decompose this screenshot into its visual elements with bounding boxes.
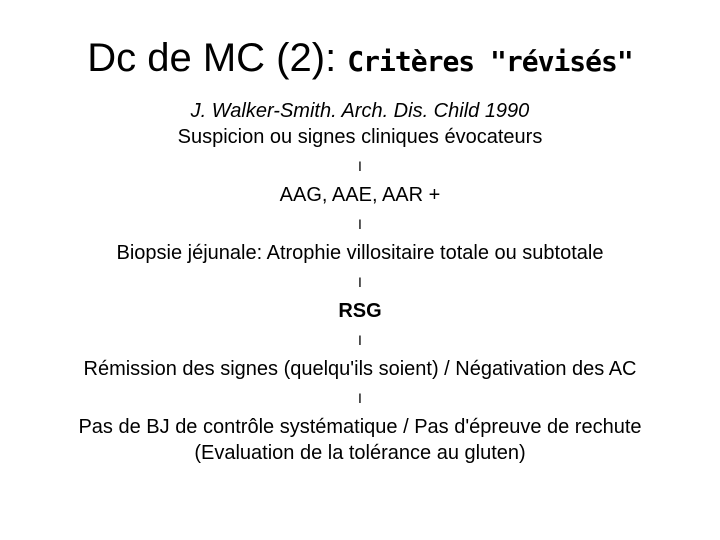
criteria-flow bbox=[40, 98, 680, 466]
title-main: Dc de MC (2): bbox=[87, 36, 348, 80]
reference-citation: J. Walker-Smith. Arch. Dis. Child 1990 bbox=[190, 100, 530, 122]
step-rsg: RSG bbox=[338, 300, 382, 322]
flow-connector: I bbox=[358, 158, 362, 174]
title-subtitle: Critères "révisés" bbox=[347, 45, 633, 78]
step-antibodies: AAG, AAE, AAR + bbox=[279, 184, 441, 206]
flow-connector: I bbox=[358, 216, 362, 232]
slide-title bbox=[0, 36, 720, 89]
flow-connector: I bbox=[358, 390, 362, 406]
step-clinical-suspicion: Suspicion ou signes cliniques évocateurs bbox=[177, 126, 543, 148]
flow-connector: I bbox=[358, 332, 362, 348]
step-biopsy: Biopsie jéjunale: Atrophie villositaire totale ou subtotale bbox=[116, 242, 604, 264]
flow-connector: I bbox=[358, 274, 362, 290]
step-gluten-tolerance-note: (Evaluation de la tolérance au gluten) bbox=[194, 442, 526, 464]
step-no-control-biopsy: Pas de BJ de contrôle systématique / Pas d'épreuve de rechute bbox=[78, 416, 642, 438]
step-remission: Rémission des signes (quelqu'ils soient) / Négativation des AC bbox=[83, 358, 637, 380]
